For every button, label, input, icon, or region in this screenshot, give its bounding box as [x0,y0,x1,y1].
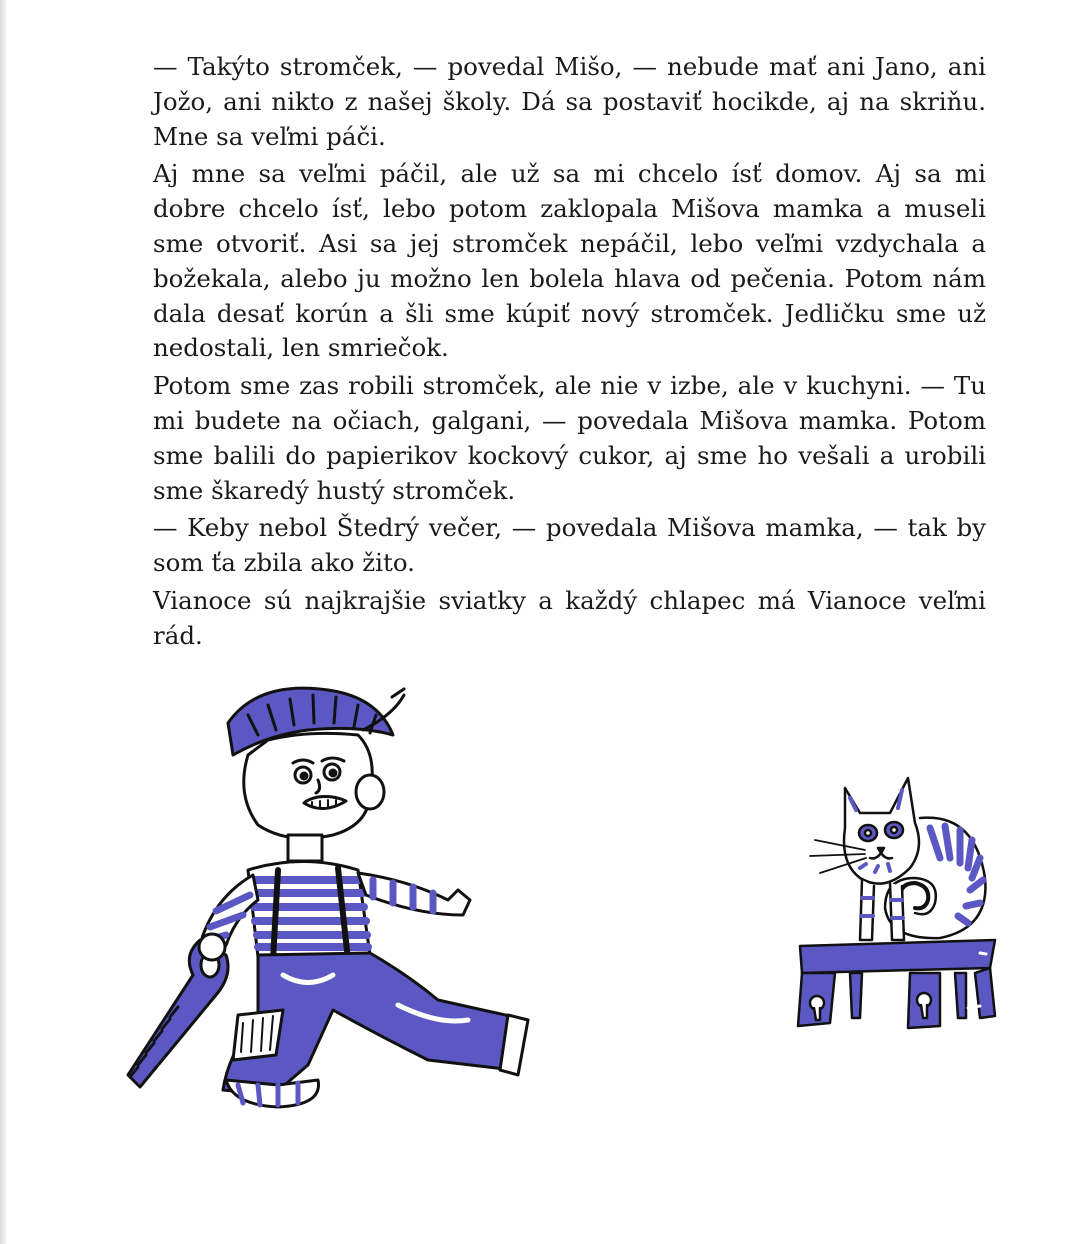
paragraph-3: Potom sme zas robili stromček, ale nie v izbe, ale v kuchyni. — Tu mi budete na očiach, galgani, — povedala Mišova mamka. Potom sme balili do papierikov kockový cukor, aj sme ho vešali a urobili sme škaredý hustý stromček. [153,371,986,505]
paragraph-1: — Takýto stromček, — povedal Mišo, — nebude mať ani Jano, ani Jožo, ani nikto z našej školy. Dá sa postaviť hocikde, aj na skriňu. Mne sa veľmi páči. [153,52,986,151]
paragraph-5: Vianoce sú najkrajšie sviatky a každý chlapec má Vianoce veľmi rád. [153,585,986,650]
paragraph-2: Aj mne sa veľmi páčil, ale už sa mi chcelo ísť domov. Aj sa mi dobre chcelo ísť, lebo potom zaklopala Mišova mamka a museli sme otvoriť. Asi sa jej stromček nepáčil, lebo veľmi vzdychala a božekala, alebo ju možno len bolela hlava od pečenia. Potom nám dala desať korún a šli sme kúpiť nový stromček. Jedličku sme už nedostali, len smriečok. [153,159,986,363]
boy-with-saw-illustration [108,675,548,1125]
paragraph-4: — Keby nebol Štedrý večer, — povedala Mišova mamka, — tak by som ťa zbila ako žito. [153,513,986,578]
page-edge-shadow [0,0,6,1244]
cat-on-bench-illustration [790,768,1005,1038]
story-text [153,50,986,657]
